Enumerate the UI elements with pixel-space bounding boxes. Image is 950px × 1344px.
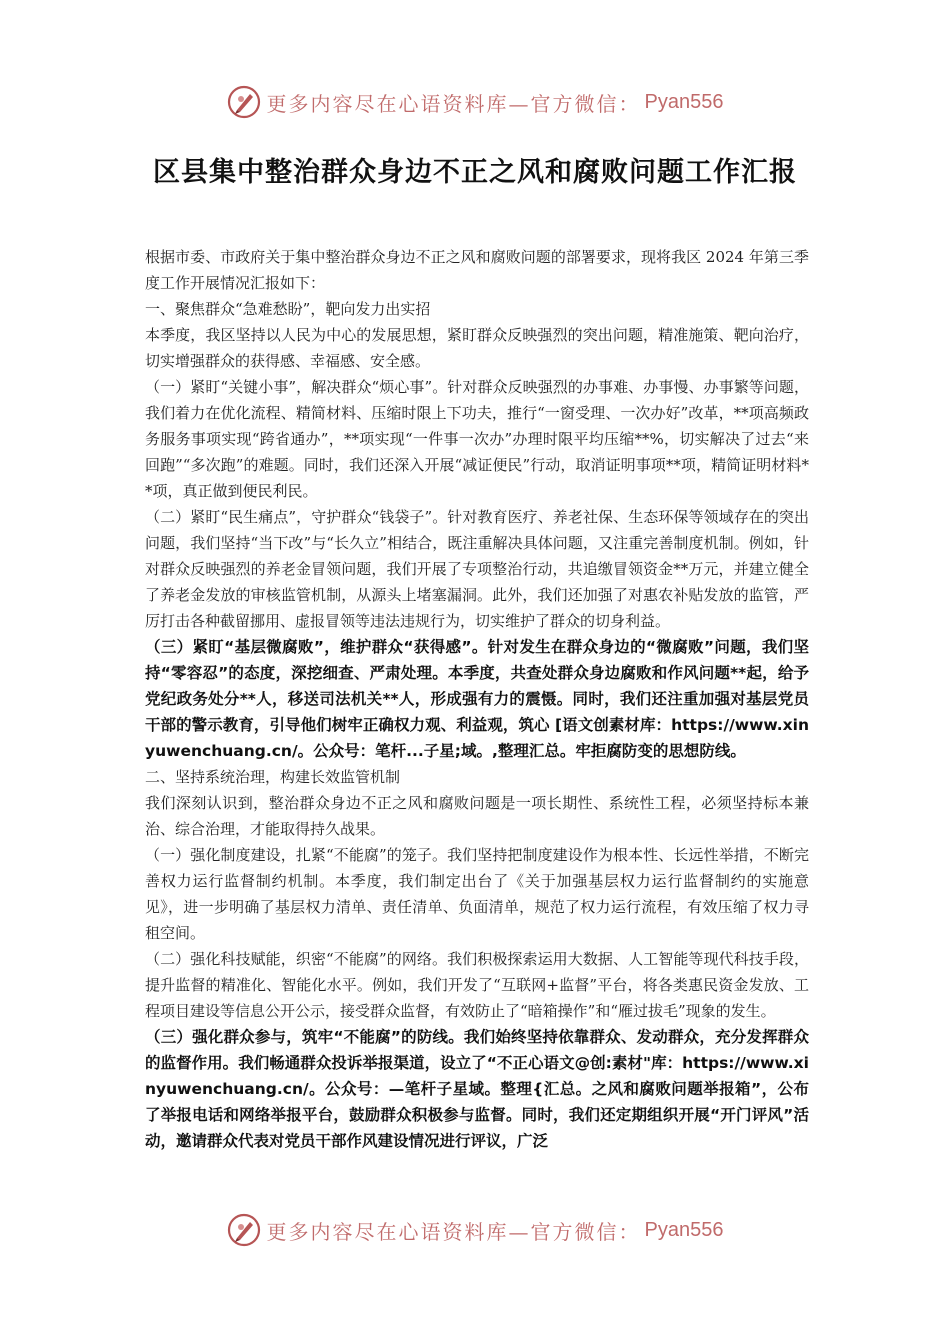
section-1-item-3: （三）紧盯“基层微腐败”，维护群众“获得感”。针对发生在群众身边的“微腐败”问题，我们坚持“零容忍”的态度，深挖细查、严肃处理。本季度，共查处群众身边腐败和作风问题**起，给予党纪政务处分**人，移送司法机关**人，形成强有力的震慑。同时，我们还注重加强对基层党员干部的警示教育，引导他们树牢正确权力观、利益观，筑心 [语文创素材库：https://www.xinyuwenchuang.cn/。公众号：笔杆...子星;域。,整理汇总。牢拒腐防变的思想防线。	[145, 638, 809, 760]
document-body	[145, 244, 809, 1154]
section-2-item-3: （三）强化群众参与，筑牢“不能腐”的防线。我们始终坚持依靠群众、发动群众，充分发挥群众的监督作用。我们畅通群众投诉举报渠道，设立了“不正心语文@创:素材"库：https://www.xinyuwenchuang.cn/。公众号：—笔杆子星域。整理{汇总。之风和腐败问题举报箱”，公布了举报电话和网络举报平台，鼓励群众积极参与监督。同时，我们还定期组织开展“开门评风”活动，邀请群众代表对党员干部作风建设情况进行评议，广泛	[145, 1028, 809, 1150]
section-2-intro: 我们深刻认识到，整治群众身边不正之风和腐败问题是一项长期性、系统性工程，必须坚持标本兼治、综合治理，才能取得持久战果。	[145, 794, 809, 838]
section-1-intro: 本季度，我区坚持以人民为中心的发展思想，紧盯群众反映强烈的突出问题，精准施策、靶向治疗，切实增强群众的获得感、幸福感、安全感。	[145, 326, 809, 370]
footer-banner	[0, 1210, 950, 1250]
pen-logo-icon	[227, 1213, 261, 1247]
intro-paragraph: 根据市委、市政府关于集中整治群众身边不正之风和腐败问题的部署要求，现将我区 2024 年第三季度工作开展情况汇报如下：	[145, 248, 809, 292]
section-2-item-2: （二）强化科技赋能，织密“不能腐”的网络。我们积极探索运用大数据、人工智能等现代科技手段，提升监督的精准化、智能化水平。例如，我们开发了“互联网+监督”平台，将各类惠民资金发放、工程项目建设等信息公开公示，接受群众监督，有效防止了“暗箱操作”和“雁过拔毛”现象的发生。	[145, 950, 809, 1020]
pen-logo-icon	[227, 85, 261, 119]
banner-wechat-id: Pyan556	[644, 90, 724, 113]
section-heading-1: 一、聚焦群众“急难愁盼”，靶向发力出实招	[145, 300, 431, 318]
header-banner	[0, 82, 950, 122]
footer-banner-text: 更多内容尽在心语资料库—官方微信：	[266, 1219, 641, 1244]
document-title: 区县集中整治群众身边不正之风和腐败问题工作汇报	[153, 157, 797, 188]
footer-banner-wechat-id: Pyan556	[644, 1218, 724, 1241]
banner-text: 更多内容尽在心语资料库—官方微信：	[266, 91, 641, 116]
section-2-item-1: （一）强化制度建设，扎紧“不能腐”的笼子。我们坚持把制度建设作为根本性、长远性举措，不断完善权力运行监督制约机制。本季度，我们制定出台了《关于加强基层权力运行监督制约的实施意见》，进一步明确了基层权力清单、责任清单、负面清单，规范了权力运行流程，有效压缩了权力寻租空间。	[145, 846, 809, 942]
section-1-item-2: （二）紧盯“民生痛点”，守护群众“钱袋子”。针对教育医疗、养老社保、生态环保等领域存在的突出问题，我们坚持“当下改”与“长久立”相结合，既注重解决具体问题，又注重完善制度机制。例如，针对群众反映强烈的养老金冒领问题，我们开展了专项整治行动，共追缴冒领资金**万元，并建立健全了养老金发放的审核监管机制，从源头上堵塞漏洞。此外，我们还加强了对惠农补贴发放的监管，严厉打击各种截留挪用、虚报冒领等违法违规行为，切实维护了群众的切身利益。	[145, 508, 809, 630]
section-heading-2: 二、坚持系统治理，构建长效监管机制	[145, 768, 401, 786]
section-1-item-1: （一）紧盯“关键小事”，解决群众“烦心事”。针对群众反映强烈的办事难、办事慢、办事繁等问题，我们着力在优化流程、精简材料、压缩时限上下功夫，推行“一窗受理、一次办好”改革，**项高频政务服务事项实现“跨省通办”，**项实现“一件事一次办”办理时限平均压缩**%，切实解决了过去“来回跑”“多次跑”的难题。同时，我们还深入开展“减证便民”行动，取消证明事项**项，精简证明材料**项，真正做到便民利民。	[145, 378, 809, 500]
